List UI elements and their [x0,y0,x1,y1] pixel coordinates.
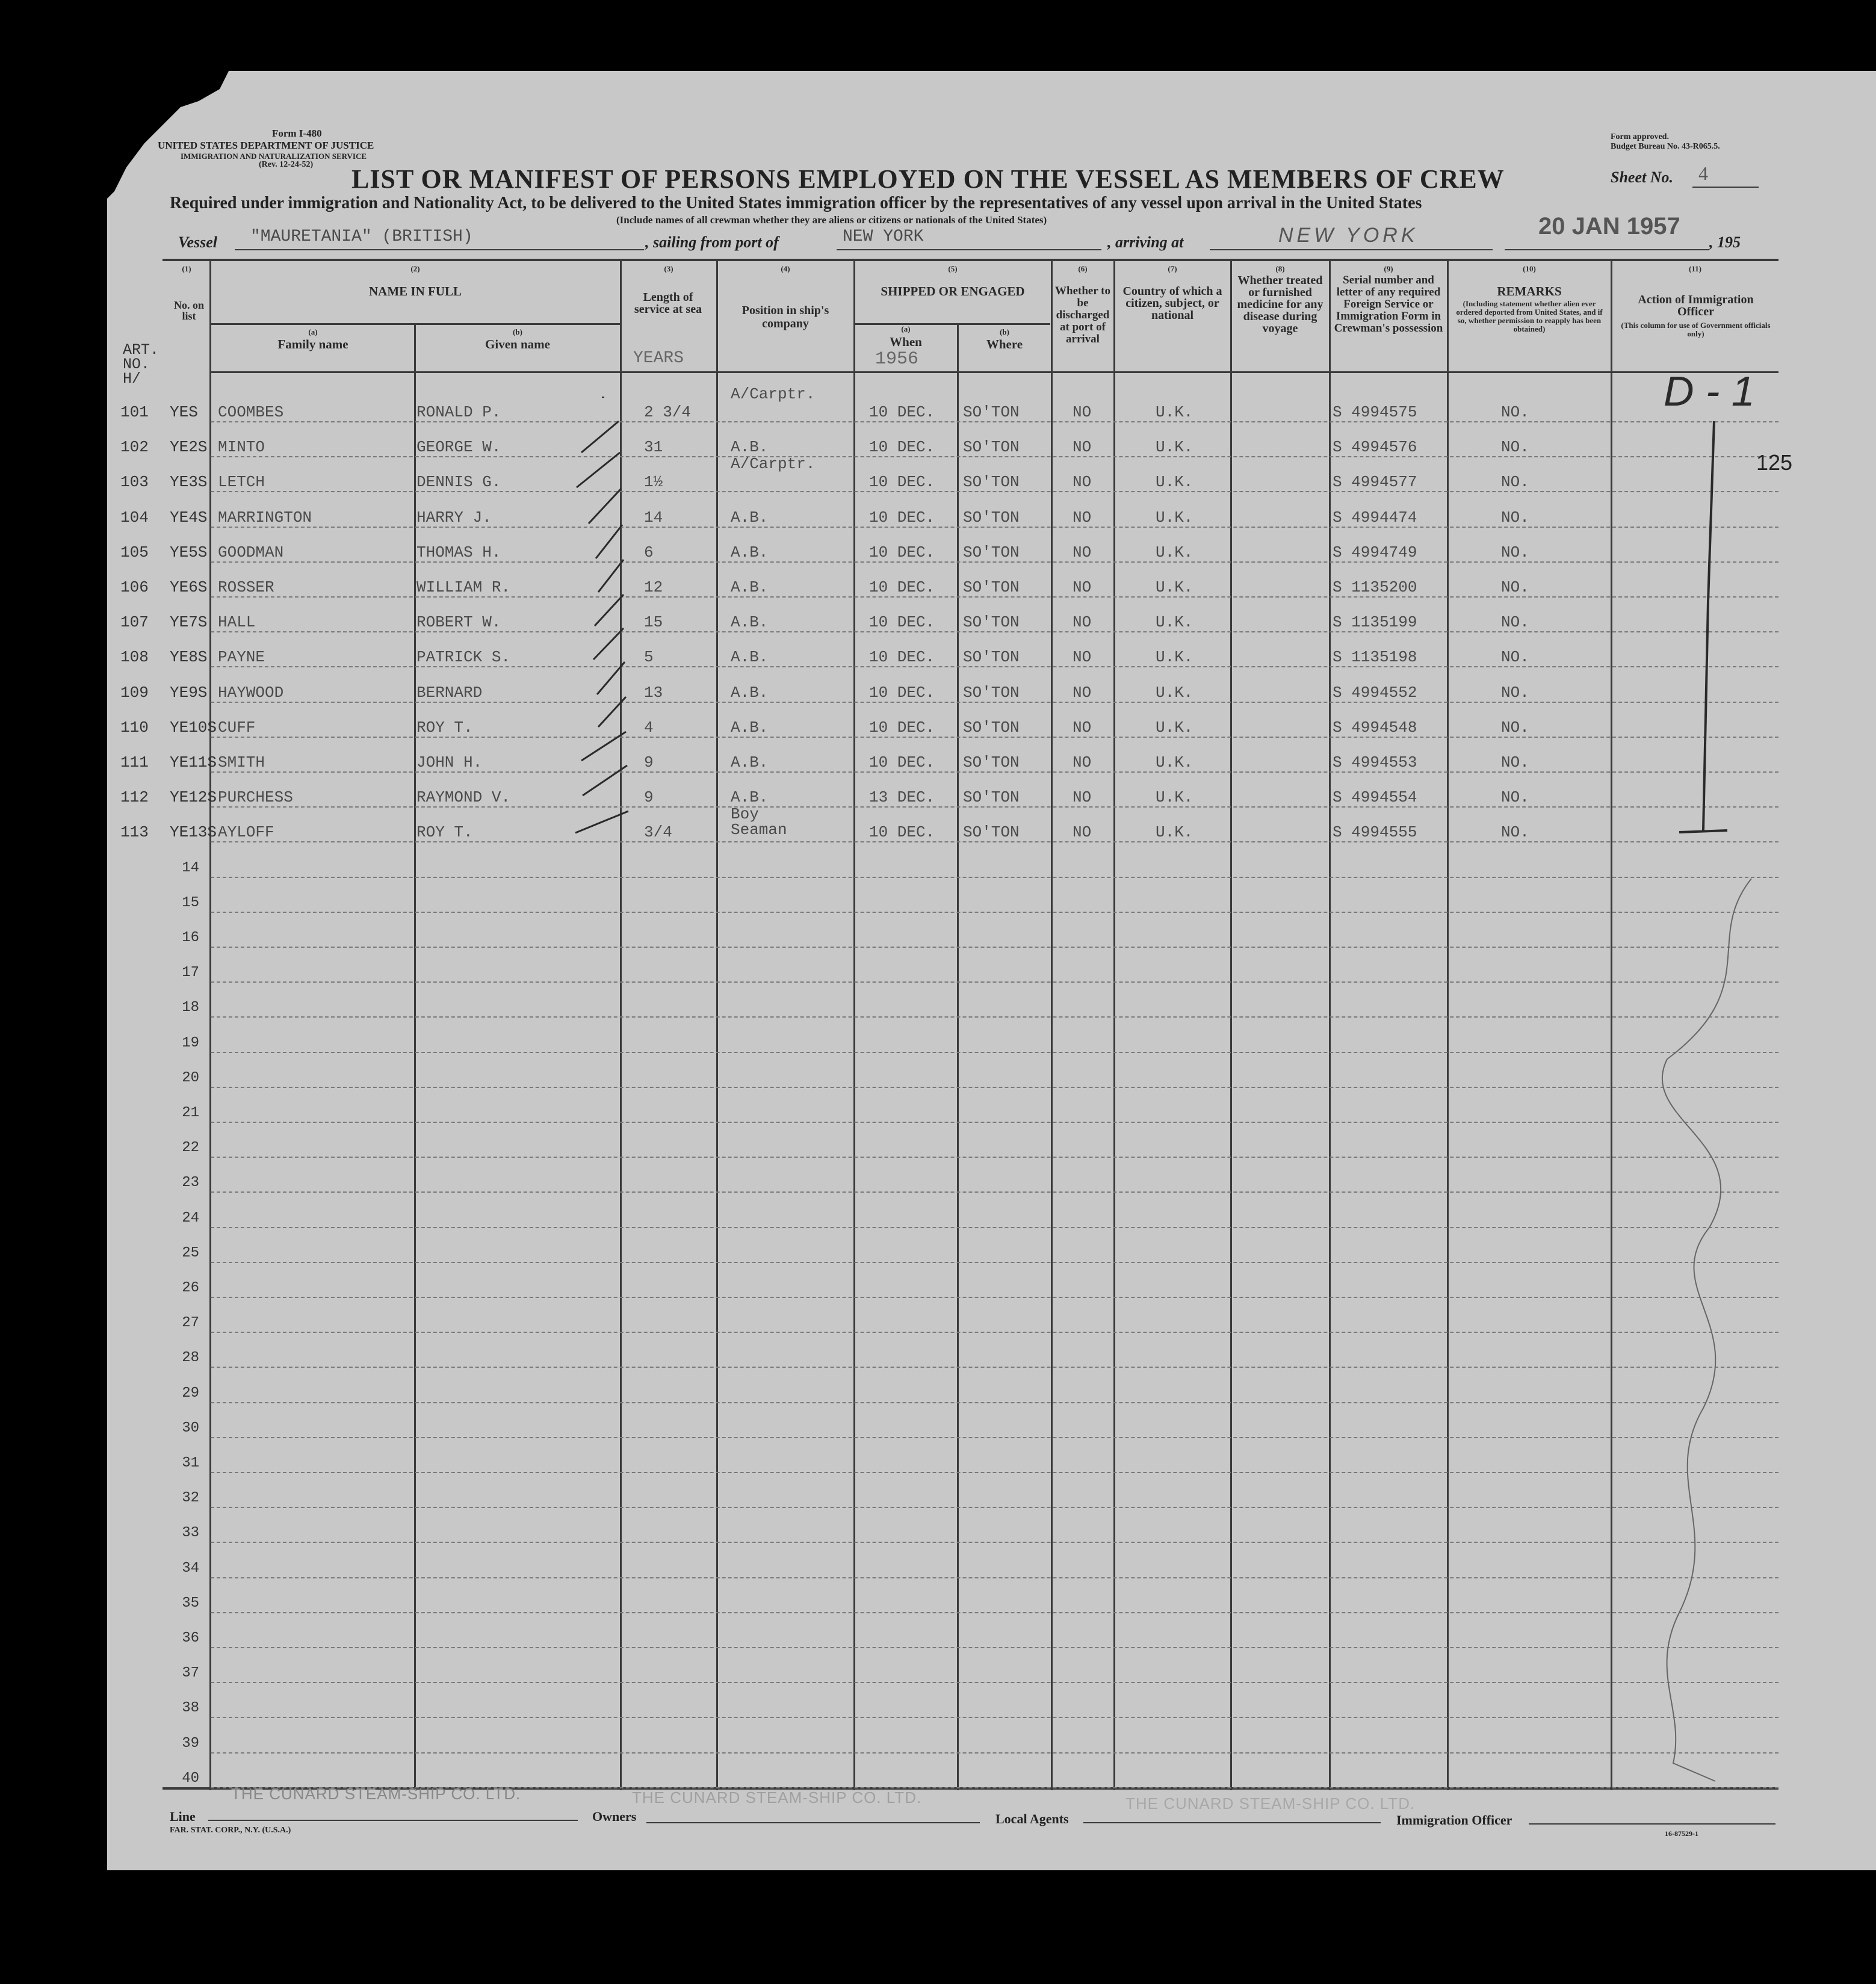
cell-remarks: NO. [1501,508,1529,527]
cell-years: 5 [644,648,654,667]
cell-family: AYLOFF [218,823,274,842]
row-number: 21 [182,1105,199,1121]
cell-given: JOHN H. [416,753,483,771]
cell-serial: S 4994548 [1333,718,1417,737]
cunard-stamp-owners: THE CUNARD STEAM-SHIP CO. LTD. [632,1788,922,1806]
col11-number: (11) [1689,264,1701,273]
art-number: 103 [120,473,149,492]
col2-label: NAME IN FULL [368,284,462,298]
cell-serial: S 4994552 [1333,683,1417,702]
cell-family: CUFF [218,718,256,737]
cell-given: BERNARD [416,683,483,702]
art-number: 113 [120,823,149,842]
cell-years: 15 [644,613,663,632]
cell-discharge: NO [1073,613,1092,632]
row-number: 14 [182,859,199,876]
cell-serial: S 4994555 [1333,823,1417,842]
col5b-number: (b) [1000,327,1009,336]
col7-number: (7) [1168,264,1177,273]
cell-where: SO'TON [963,823,1020,842]
col8-label: Whether treated or furnished medicine for any disease during voyage [1237,274,1323,335]
row-number: 37 [182,1665,199,1682]
row-number: 23 [182,1175,199,1191]
officer-mark: D - 1 [1664,368,1755,415]
cell-when: 10 DEC. [869,753,935,771]
col2b-label: Given name [485,337,550,351]
col2-number: (2) [410,264,420,273]
list-number: YE7S [170,613,208,632]
row-number: 31 [182,1455,199,1471]
vessel-name: "MAURETANIA" (BRITISH) [250,227,473,246]
list-number: YE3S [170,473,208,492]
cell-family: PURCHESS [218,788,293,807]
owners-label: Owners [592,1809,637,1824]
col7-label: Country of which a citizen, subject, or national [1122,285,1222,322]
cell-when: 10 DEC. [869,543,935,561]
cell-years: 6 [644,543,654,561]
cell-when: 10 DEC. [869,438,935,457]
cell-remarks: NO. [1501,753,1529,771]
cell-when: 10 DEC. [869,613,935,632]
cell-country: U.K. [1156,403,1193,421]
cunard-stamp-line: THE CUNARD STEAM-SHIP CO. LTD. [231,1785,521,1803]
art-number: 112 [120,788,149,807]
bracket-line [1703,421,1714,830]
cell-position: A.B. [731,683,769,702]
bracket-foot [1679,830,1727,832]
row-number: 35 [182,1595,199,1612]
row-number: 27 [182,1315,199,1332]
check-marks [575,397,628,833]
cell-serial: S 4994577 [1333,473,1417,492]
cell-years: 4 [644,718,654,737]
cell-when: 13 DEC. [869,788,935,807]
cell-position: A.B. [731,788,769,807]
cell-family: LETCH [218,473,265,492]
sailing-label: , sailing from port of [645,233,779,251]
cell-family: HALL [218,613,256,632]
cancel-scribble [1662,879,1751,1781]
cell-family: ROSSER [218,578,274,596]
cell-discharge: NO [1073,438,1092,457]
cell-country: U.K. [1156,543,1193,561]
row-number: 39 [182,1735,199,1752]
cell-discharge: NO [1073,648,1092,667]
cell-remarks: NO. [1501,718,1529,737]
art-number: 108 [120,648,149,667]
row-number: 22 [182,1140,199,1157]
cell-country: U.K. [1156,788,1193,807]
cell-years: 1½ [644,473,663,492]
cell-remarks: NO. [1501,788,1529,807]
cell-discharge: NO [1073,473,1092,492]
cell-years: 14 [644,508,663,527]
cell-given: RONALD P. [416,403,501,421]
cell-when: 10 DEC. [869,403,935,421]
cell-discharge: NO [1073,753,1092,771]
department-line: UNITED STATES DEPARTMENT OF JUSTICE [158,140,374,151]
form-approved: Form approved. [1611,132,1669,141]
list-number: YE9S [170,683,208,702]
print-code: 16-87529-1 [1665,1829,1698,1838]
row-number: 16 [182,930,199,946]
col2a-number: (a) [308,327,318,336]
cell-discharge: NO [1073,403,1092,421]
subtitle: Required under immigration and Nationality Act, to be delivered to the United States immigration officer by the representatives of any vessel upon arrival in the United States [170,194,1422,212]
cell-remarks: NO. [1501,823,1529,842]
cell-when: 10 DEC. [869,473,935,492]
row-number: 17 [182,965,199,981]
cell-country: U.K. [1156,613,1193,632]
cell-where: SO'TON [963,403,1020,421]
cell-where: SO'TON [963,613,1020,632]
cell-years: 12 [644,578,663,596]
row-number: 26 [182,1280,199,1296]
col5-number: (5) [948,264,958,273]
list-number: YE12S [170,788,217,807]
cell-years: 3/4 [644,823,672,842]
cell-where: SO'TON [963,683,1020,702]
col10-label: REMARKS [1497,284,1562,298]
art-number: 102 [120,438,149,457]
col3-number: (3) [664,264,673,273]
art-number: 110 [120,718,149,737]
art-number-label: ART. NO. H/ [123,341,159,388]
cell-where: SO'TON [963,508,1020,527]
row-number: 19 [182,1034,199,1051]
sailing-port: NEW YORK [843,227,924,246]
list-number: YE13S [170,823,217,842]
cell-country: U.K. [1156,823,1193,842]
cell-serial: S 1135198 [1333,648,1417,667]
cell-remarks: NO. [1501,473,1529,492]
cell-when: 10 DEC. [869,508,935,527]
form-number: Form I-480 [272,128,322,139]
cell-country: U.K. [1156,508,1193,527]
cell-family: GOODMAN [218,543,284,561]
art-number: 101 [120,403,149,421]
sheet-label: Sheet No. [1611,168,1673,186]
cell-serial: S 1135200 [1333,578,1417,596]
art-number: 107 [120,613,149,632]
cell-remarks: NO. [1501,438,1529,457]
date-stamp: 20 JAN 1957 [1538,213,1680,240]
row-number: 18 [182,1000,199,1016]
cell-position: A.B. [731,753,769,771]
arriving-label: , arriving at [1107,233,1184,251]
cell-position: A.B. [731,718,769,737]
cell-given: GEORGE W. [416,438,501,457]
list-number: YE4S [170,508,208,527]
cell-when: 10 DEC. [869,718,935,737]
margin-number: 125 [1756,450,1793,475]
list-number: YE8S [170,648,208,667]
cell-remarks: NO. [1501,403,1529,421]
col1-label: No. on list [173,299,204,322]
officer-label: Immigration Officer [1396,1812,1512,1828]
list-number: YE6S [170,578,208,596]
col10-number: (10) [1523,264,1536,273]
list-number: YE10S [170,718,217,737]
officer-signature [1529,1823,1775,1825]
cell-when: 10 DEC. [869,578,935,596]
cell-given: WILLIAM R. [416,578,511,596]
cell-years: 31 [644,438,663,457]
budget-bureau: Budget Bureau No. 43-R065.5. [1611,142,1720,151]
cell-discharge: NO [1073,543,1092,561]
cell-family: PAYNE [218,648,265,667]
cell-given: DENNIS G. [416,473,501,492]
cell-remarks: NO. [1501,683,1529,702]
agents-signature [1083,1822,1381,1823]
cell-position: A.B. [731,508,769,527]
cell-remarks: NO. [1501,543,1529,561]
row-number: 30 [182,1420,199,1436]
row-number: 34 [182,1560,199,1577]
instruction-note: (Include names of all crewman whether they are aliens or citizens or nationals of the United States) [616,214,1047,226]
cell-country: U.K. [1156,438,1193,457]
col11-sublabel: (This column for use of Government officials only) [1621,321,1771,338]
col3-label: Length of service at sea [634,291,702,316]
list-number: YE11S [170,753,217,771]
row-number: 20 [182,1069,199,1086]
row-number: 25 [182,1244,199,1261]
line-label: Line [170,1809,196,1824]
art-number: 111 [120,753,149,771]
col9-label: Serial number and letter of any required Foreign Service or Immigration Form in Crewman's possession [1334,274,1443,335]
vessel-label: Vessel [178,233,217,251]
row-number: 15 [182,894,199,911]
row-number: 24 [182,1210,199,1226]
cell-where: SO'TON [963,438,1020,457]
cell-position: A/Carptr. [731,385,816,403]
cell-years: 2 3/4 [644,403,692,421]
cell-discharge: NO [1073,578,1092,596]
cell-country: U.K. [1156,683,1193,702]
cell-given: PATRICK S. [416,648,511,667]
cell-remarks: NO. [1501,648,1529,667]
cell-serial: S 4994749 [1333,543,1417,561]
col5b-label: Where [986,337,1023,351]
year-suffix: , 195 [1709,233,1741,251]
art-number: 106 [120,578,149,596]
cell-years: 9 [644,788,654,807]
cell-country: U.K. [1156,648,1193,667]
col2a-label: Family name [277,337,348,351]
cell-given: ROBERT W. [416,613,501,632]
col11-label: Action of Immigration Officer [1638,293,1754,318]
cell-serial: S 4994576 [1333,438,1417,457]
cell-discharge: NO [1073,683,1092,702]
col8-number: (8) [1275,264,1285,273]
cell-years: 13 [644,683,663,702]
cell-position: A/Carptr. [731,455,816,474]
cell-serial: S 4994575 [1333,403,1417,421]
cell-position: Boy Seaman [731,805,787,839]
cell-position: A.B. [731,578,769,596]
printer-info: FAR. STAT. CORP., N.Y. (U.S.A.) [170,1826,291,1835]
cell-given: ROY T. [416,823,473,842]
cell-where: SO'TON [963,718,1020,737]
col4-label: Position in ship's company [741,304,829,330]
col1-number: (1) [182,264,191,273]
row-number: 38 [182,1700,199,1717]
col5a-number: (a) [901,324,911,333]
list-number: YE2S [170,438,208,457]
row-number: 40 [182,1770,199,1787]
cell-discharge: NO [1073,718,1092,737]
cell-years: 9 [644,753,654,771]
cell-remarks: NO. [1501,613,1529,632]
row-number: 29 [182,1385,199,1401]
cell-remarks: NO. [1501,578,1529,596]
row-number: 33 [182,1525,199,1542]
cell-where: SO'TON [963,648,1020,667]
cell-when: 10 DEC. [869,648,935,667]
col2b-number: (b) [513,327,522,336]
cell-given: ROY T. [416,718,473,737]
row-number: 36 [182,1630,199,1646]
col6-label: Whether to be discharged at port of arrival [1055,285,1110,345]
agents-label: Local Agents [995,1811,1069,1826]
list-number: YES [170,403,198,421]
cell-where: SO'TON [963,578,1020,596]
service-line: IMMIGRATION AND NATURALIZATION SERVICE [181,152,367,161]
cell-where: SO'TON [963,473,1020,492]
col3-unit: YEARS [633,349,684,368]
cell-discharge: NO [1073,508,1092,527]
cell-serial: S 1135199 [1333,613,1417,632]
cell-family: HAYWOOD [218,683,284,702]
art-number: 104 [120,508,149,527]
cell-serial: S 4994474 [1333,508,1417,527]
row-number: 28 [182,1350,199,1367]
sheet-number: 4 [1698,162,1708,184]
line-signature [208,1820,578,1821]
col5a-year: 1956 [875,349,919,369]
owners-signature [646,1822,980,1823]
art-number: 109 [120,683,149,702]
cell-family: COOMBES [218,403,284,421]
cell-given: RAYMOND V. [416,788,511,807]
cell-position: A.B. [731,648,769,667]
cell-discharge: NO [1073,823,1092,842]
cell-serial: S 4994553 [1333,753,1417,771]
arrival-port: NEW YORK [1278,224,1419,247]
cell-where: SO'TON [963,788,1020,807]
cell-family: MINTO [218,438,265,457]
art-number: 105 [120,543,149,561]
cunard-stamp-agents: THE CUNARD STEAM-SHIP CO. LTD. [1125,1794,1416,1812]
cell-given: THOMAS H. [416,543,501,561]
cell-country: U.K. [1156,578,1193,596]
cell-country: U.K. [1156,473,1193,492]
cell-country: U.K. [1156,718,1193,737]
cell-when: 10 DEC. [869,683,935,702]
list-number: YE5S [170,543,208,561]
col4-number: (4) [781,264,790,273]
col9-number: (9) [1384,264,1393,273]
form-revision: (Rev. 12-24-52) [259,160,314,169]
cell-when: 10 DEC. [869,823,935,842]
cell-discharge: NO [1073,788,1092,807]
col5a-label: When [890,335,922,349]
col5-label: SHIPPED OR ENGAGED [881,284,1025,298]
cell-family: MARRINGTON [218,508,312,527]
cell-country: U.K. [1156,753,1193,771]
cell-where: SO'TON [963,543,1020,561]
col10-sublabel: (Including statement whether alien ever ordered deported from United States, and if so, whether permission to reapply has been obtained) [1456,299,1603,333]
cell-position: A.B. [731,543,769,561]
row-number: 32 [182,1490,199,1507]
cell-serial: S 4994554 [1333,788,1417,807]
cell-given: HARRY J. [416,508,492,527]
cell-position: A.B. [731,613,769,632]
page-title: LIST OR MANIFEST OF PERSONS EMPLOYED ON THE VESSEL AS MEMBERS OF CREW [351,164,1505,194]
cell-position: A.B. [731,438,769,457]
cell-family: SMITH [218,753,265,771]
cell-where: SO'TON [963,753,1020,771]
col6-number: (6) [1078,264,1088,273]
